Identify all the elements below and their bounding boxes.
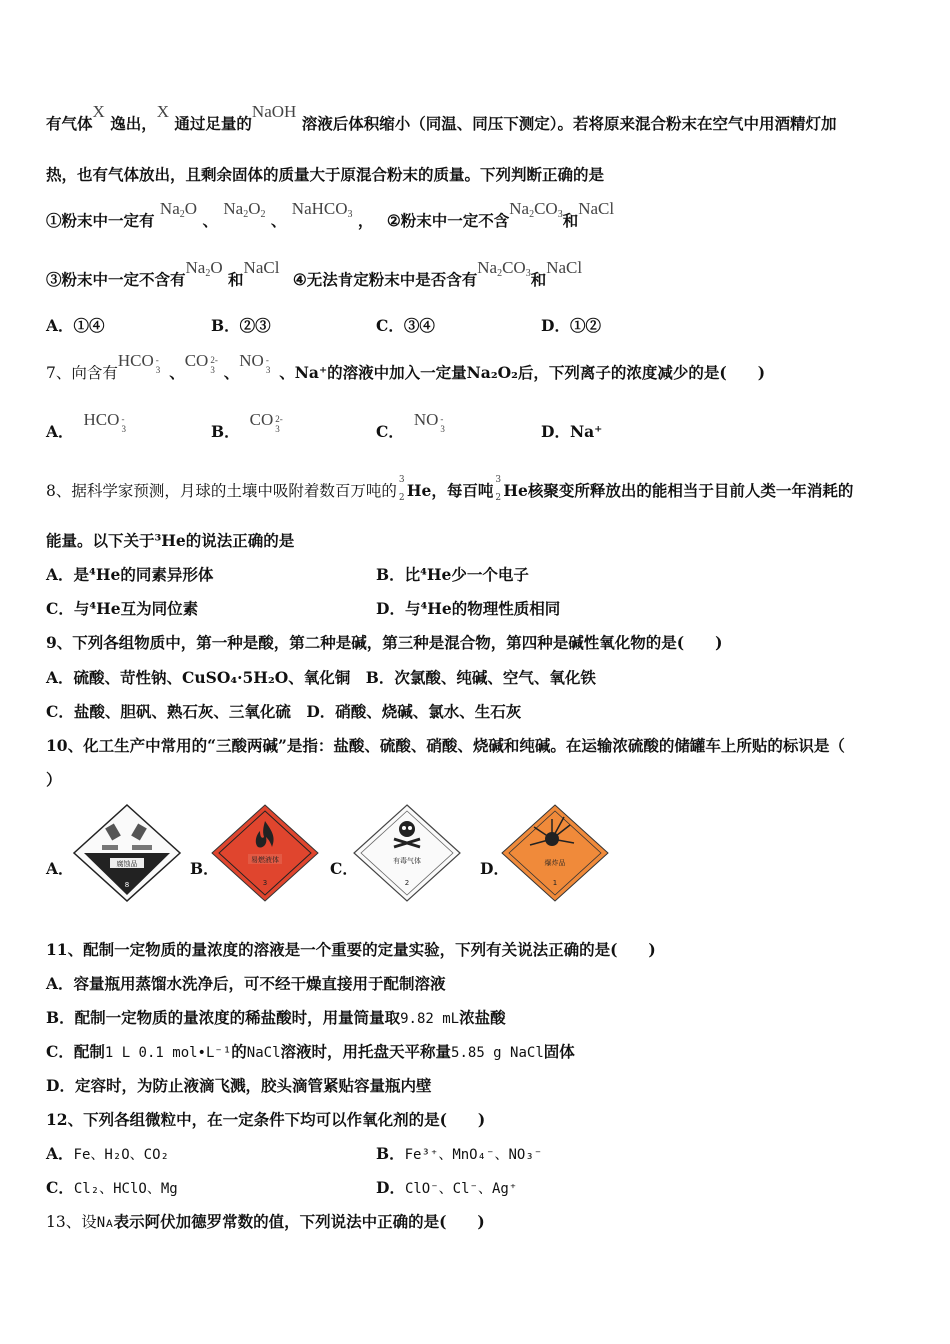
q12-option-d[interactable] — [376, 1178, 517, 1199]
value: 9.82 mL — [400, 1011, 460, 1027]
text: CO — [184, 351, 209, 370]
text: He核聚变所释放出的能相当于目前人类一年消耗的 — [503, 481, 854, 500]
statement-3: ③粉末中一定不含有 — [46, 270, 186, 289]
q12-option-c[interactable] — [46, 1178, 178, 1199]
text: 的 — [231, 1042, 247, 1061]
q7-stem — [46, 351, 766, 384]
q6-option-a[interactable]: A．①④ — [46, 316, 105, 335]
label: D． — [376, 1178, 405, 1197]
q8-option-b[interactable]: B．比⁴He少一个电子 — [376, 565, 529, 584]
sign-text: 腐蚀品 — [116, 860, 138, 868]
formula-na2o: $Na_2O$ — [185, 258, 223, 279]
and: 和 — [530, 270, 547, 289]
text: C．配制 — [46, 1042, 105, 1061]
q10-option-b-label[interactable]: B． — [190, 859, 219, 878]
q11-option-d[interactable]: D．定容时，为防止液滴飞溅，胶头滴管紧贴容量瓶内壁 — [46, 1076, 432, 1095]
q6-option-b[interactable]: B．②③ — [211, 316, 271, 335]
statement-1: ①粉末中一定有 — [46, 211, 155, 230]
flammable-sign-icon — [210, 803, 320, 903]
and: 和 — [562, 211, 579, 230]
sep: 、 — [169, 363, 185, 382]
text: HCO — [83, 410, 120, 429]
mass-number: 3 — [495, 475, 502, 485]
label: C． — [376, 422, 404, 441]
label: A． — [46, 1144, 74, 1163]
q10-line1: 10、化工生产中常用的“三酸两碱”是指：盐酸、硫酸、硝酸、烧碱和纯碱。在运输浓硫酸的储罐车上所贴的标识是（ — [46, 736, 845, 755]
formula-nahco3: NaHCO$_3$ — [291, 199, 353, 220]
label: A． — [46, 422, 74, 441]
explosive-sign-icon — [500, 803, 610, 903]
q10-option-a-label[interactable]: A． — [46, 859, 74, 878]
value: NaCl — [246, 1045, 281, 1061]
formula-na2o: $Na_2O$ — [159, 199, 198, 220]
nuclide-he3 — [397, 475, 407, 503]
formula-naoh: NaOH — [251, 102, 297, 121]
formula-na2co3: $Na_2CO_3$ — [477, 258, 531, 279]
symbol-na: Nᴀ — [96, 1215, 114, 1231]
q11-option-c[interactable] — [46, 1042, 575, 1063]
sep: 、 — [279, 363, 295, 382]
q11-option-a[interactable]: A．容量瓶用蒸馏水洗净后，可不经干燥直接用于配制溶液 — [46, 974, 446, 993]
text: B．配制一定物质的量浓度的稀盐酸时，用量筒量取 — [46, 1008, 401, 1027]
text: 8、据科学家预测，月球的土壤中吸附着数百万吨的 — [46, 482, 397, 500]
q10-option-d-label[interactable]: D． — [480, 859, 509, 878]
q8-option-d[interactable]: D．与⁴He的物理性质相同 — [376, 599, 561, 618]
atomic-number: 2 — [495, 493, 502, 503]
q6-line2: 热，也有气体放出，且剩余固体的质量大于原混合粉末的质量。下列判断正确的是 — [46, 165, 605, 184]
ion-co3: CO 2- 3 — [249, 410, 283, 435]
and: 和 — [228, 270, 244, 289]
sign-number: 1 — [552, 879, 558, 887]
ion-hco3: HCO - 3 — [117, 351, 161, 376]
sep: 、 — [202, 211, 218, 230]
mass-number: 3 — [398, 475, 405, 485]
q8-line1 — [46, 475, 854, 503]
q6-line1 — [46, 102, 837, 134]
sep: ， — [357, 211, 374, 230]
value: Fe³⁺、MnO₄⁻、NO₃⁻ — [404, 1147, 543, 1163]
ion-no3: NO - 3 — [413, 410, 445, 435]
value: 1 L 0.1 mol•L⁻¹ — [104, 1045, 232, 1061]
toxic-gas-sign-icon — [352, 803, 462, 903]
q6-option-c[interactable]: C．③④ — [376, 316, 435, 335]
text: NO — [239, 351, 264, 370]
ion-co3: CO 2- 3 — [184, 351, 218, 376]
corrosive-sign-icon — [72, 803, 182, 903]
q8-line2: 能量。以下关于³He的说法正确的是 — [46, 531, 295, 550]
text: 通过足量的 — [174, 114, 252, 133]
q6-option-d[interactable]: D．①② — [541, 316, 601, 335]
text: NO — [413, 410, 439, 429]
q7-option-b[interactable] — [211, 410, 283, 443]
value: ClO⁻、Cl⁻、Ag⁺ — [404, 1181, 518, 1197]
q13-stem — [46, 1212, 485, 1233]
q11-option-b[interactable] — [46, 1008, 506, 1029]
q9-stem: 9、下列各组物质中，第一种是酸，第二种是碱，第三种是混合物，第四种是碱性氧化物的是( ) — [46, 633, 723, 652]
statement-4: ④无法肯定粉末中是否含有 — [292, 270, 478, 289]
formula-x: X — [156, 102, 169, 121]
sign-text: 易燃液体 — [251, 856, 279, 864]
text: 溶液时，用托盘天平称量 — [280, 1042, 452, 1061]
formula-nacl: NaCl — [546, 258, 583, 277]
text: 13、设 — [46, 1213, 97, 1231]
text: 溶液后体积缩小（同温、同压下测定）。若将原来混合粉末在空气中用酒精灯加 — [301, 114, 837, 133]
q10-sign-toxic-gas[interactable] — [352, 803, 462, 903]
statement-2: ②粉末中一定不含 — [386, 211, 510, 230]
q7-option-a[interactable] — [46, 410, 129, 443]
text: 有气体 — [46, 114, 93, 133]
q7-option-d[interactable]: D．Na⁺ — [541, 422, 603, 441]
ion-hco3: HCO - 3 — [83, 410, 126, 435]
text: CO — [249, 410, 274, 429]
q10-sign-explosive[interactable] — [500, 803, 610, 903]
text: He，每百吨 — [406, 481, 494, 500]
sign-number: 3 — [262, 879, 268, 887]
sign-number: 2 — [404, 879, 410, 887]
label: C． — [46, 1178, 74, 1197]
value: Fe、H₂O、CO₂ — [73, 1147, 169, 1163]
q12-option-a[interactable] — [46, 1144, 169, 1165]
q10-sign-flammable[interactable] — [210, 803, 320, 903]
atomic-number: 2 — [398, 493, 405, 503]
text: 浓盐酸 — [459, 1008, 506, 1027]
q8-option-c[interactable]: C．与⁴He互为同位素 — [46, 599, 199, 618]
text: 表示阿伏加德罗常数的值，下列说法中正确的是( ) — [113, 1212, 485, 1231]
nuclide-he3 — [493, 475, 503, 503]
value: Cl₂、HClO、Mg — [73, 1181, 178, 1197]
label: B． — [376, 1144, 405, 1163]
sign-number: 8 — [124, 881, 130, 889]
sep: 、 — [270, 211, 287, 230]
text: 7、向含有 — [46, 364, 118, 382]
text: 固体 — [543, 1042, 575, 1061]
formula-na2co3: $Na_2CO_3$ — [509, 199, 563, 220]
sign-text: 爆炸品 — [544, 859, 566, 867]
value: 5.85 g NaCl — [451, 1045, 544, 1061]
q12-option-b[interactable] — [376, 1144, 542, 1165]
q10-sign-corrosive[interactable] — [72, 803, 182, 903]
text: 逸出， — [110, 114, 157, 133]
text: Na⁺的溶液中加入一定量Na₂O₂后，下列离子的浓度减少的是( ) — [294, 363, 766, 382]
q8-option-a[interactable]: A．是⁴He的同素异形体 — [46, 565, 214, 584]
formula-nacl: NaCl — [243, 258, 280, 277]
q6-statements-3-4 — [46, 258, 583, 296]
ion-no3: NO - 3 — [239, 351, 271, 376]
formula-na2o2: $Na_2O_2$ — [223, 199, 266, 220]
q10-line2: ） — [46, 770, 62, 789]
q12-stem: 12、下列各组微粒中，在一定条件下均可以作氧化剂的是( ) — [46, 1110, 486, 1129]
text: HCO — [117, 351, 154, 370]
q9-options-ab[interactable]: A．硫酸、苛性钠、CuSO₄·5H₂O、氧化铜 B．次氯酸、纯碱、空气、氧化铁 — [46, 668, 596, 687]
q6-statements-1-2 — [46, 199, 615, 237]
q11-stem: 11、配制一定物质的量浓度的溶液是一个重要的定量实验，下列有关说法正确的是( ) — [46, 940, 656, 959]
sep: 、 — [223, 363, 240, 382]
q9-options-cd[interactable]: C．盐酸、胆矾、熟石灰、三氧化硫 D．硝酸、烧碱、氯水、生石灰 — [46, 702, 522, 721]
q7-option-c[interactable] — [376, 410, 448, 443]
formula-x: X — [92, 102, 105, 121]
q10-option-c-label[interactable]: C． — [330, 859, 358, 878]
label: B． — [211, 422, 240, 441]
sign-text: 有毒气体 — [393, 857, 421, 865]
formula-nacl: NaCl — [578, 199, 615, 218]
